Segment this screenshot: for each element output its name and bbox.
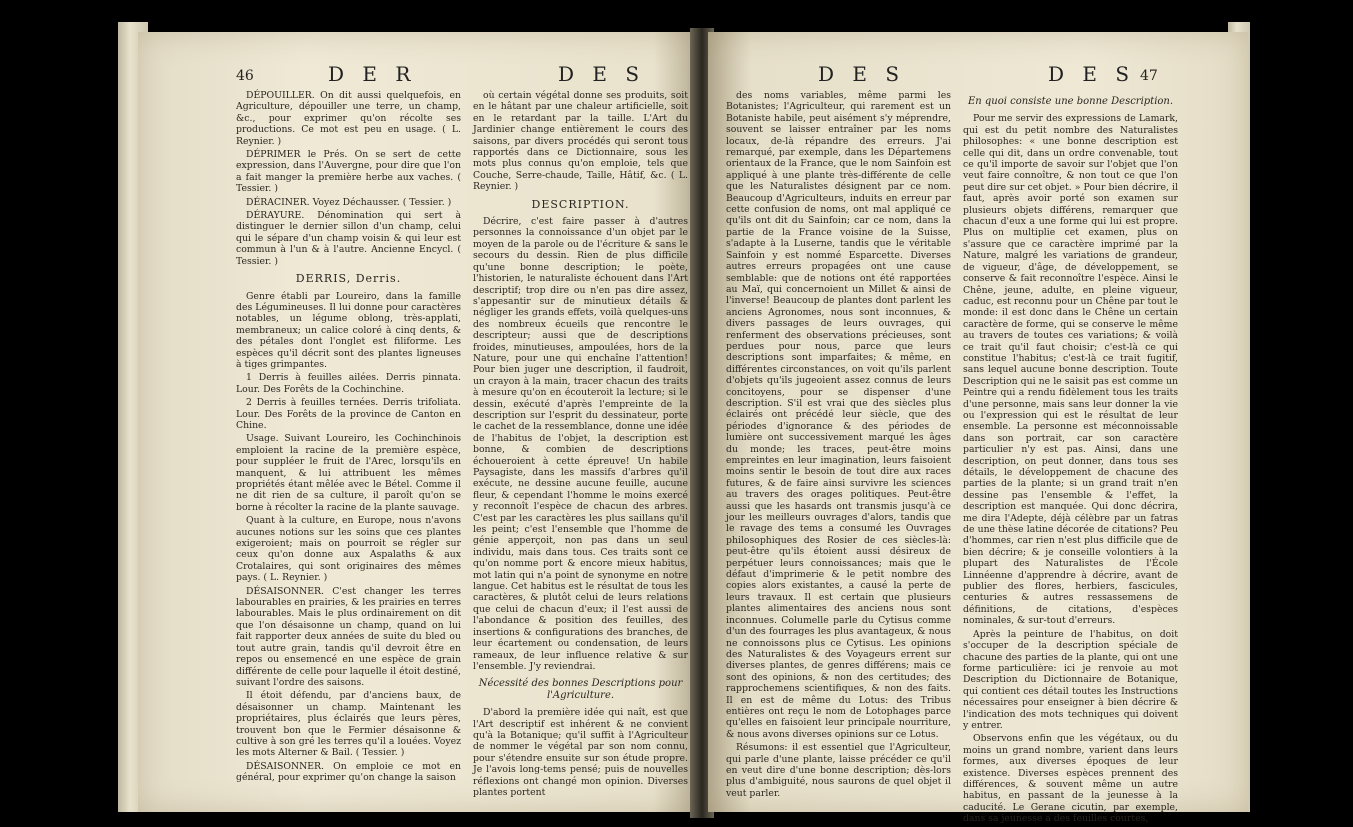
right-page-number: 47 xyxy=(1140,68,1158,84)
right-page xyxy=(708,32,1248,825)
entry-derris-1: 1 Derris à feuilles ailées. Derris pinnata. Lour. Des Forêts de la Cochinchine. xyxy=(236,372,461,395)
heading-derris: DERRIS, Derris. xyxy=(295,272,402,286)
left-column-2 xyxy=(473,90,688,800)
noms-variables-text: des noms variables, même parmi les Botanistes; l'Agriculteur, qui rarement est un Botaniste habile, peut aisément s'y méprendre, souvent se laisser entraîner par les noms locaux, de-là répandre des erreurs. J'ai remarqué, par exemple, dans les Départemens orientaux de la France, que le nom Sainfoin est appliqué à une plante très-différente de celle que les Naturalistes désignent par ce nom. Beaucoup d'Agriculteurs, induits en erreur par cette confusion de noms, ont mal appliqué ce qu'ils ont dit du Sainfoin; car ce nom, dans la partie de la France voisine de la Suisse, s'adapte à la Luserne, tandis que le véritable Sainfoin y est nommé Esparcette. Diverses autres erreurs propagées ont une cause semblable: que de notions ont été rapportées au Maï, qui concernoient un Millet & ainsi de l'inverse! Beaucoup de plantes dont parlent les anciens Agronomes, nous sont inconnues, & divers passages de leurs ouvrages, qui renferment des observations précieuses, sont perdues pour nous, parce que leurs descriptions sont imparfaites; & même, en différentes circonstances, on voit qu'ils parlent d'objets qu'ils jugeoient assez connus de leurs concitoyens, pour se dispenser d'une description. S'il est vrai que des siècles plus éclairés ont précédé leur siècle, que des périodes d'ignorance & des périodes de lumière ont successivement marqué les âges du monde; les traces, peut-être moins empreintes en leur imagination, leurs faisoient moins sentir le besoin de tout dire aux races futures, & de faire ainsi survivre les sciences au travers des orages politiques. Peut-être aussi que les hasards ont transmis jusqu'à ce jour les meilleurs ouvrages d'alors, tandis que le ravage des tems a consumé les Ouvrages philosophiques des Rosier de ces siècles-là: peut-être qu'ils étoient aussi désireux de perpétuer leurs connoissances; mais que le défaut d'imprimerie & le petit nombre des copies alors existantes, a causé la perte de leurs travaux. Il est certain que plusieurs plantes alimentaires des anciens nous sont inconnues. Columelle parle du Cytisus comme d'un des fourrages les plus avantageux, & nous ne connoissons plus ce Cytisus. Les opinions des Naturalistes & des Voyageurs errent sur diverses plantes, de genres différens; mais ce sont des opinions, & non des certitudes; des rapprochemens scientifiques, & non des faits. Il en est de même du Lotus: des Tribus entières ont reçu le nom de Lotophages parce qu'elles en faisoient leur principale nourriture, & nous avons diverses opinions sur ce Lotus. xyxy=(726,90,951,740)
description-intro: Décrire, c'est faire passer à d'autres personnes la connoissance d'un objet par le moyen de la parole ou de l'écriture & sans le secours du dessin. Rien de plus difficile qu'une bonne description; le poète, l'historien, le naturaliste échouent dans l'Art descriptif; trop dire ou n'en pas dire assez, s'appesantir sur de minutieux détails & négliger les grands effets, voilà quelques-uns des nombreux écueils que rencontre le descripteur; aussi que de descriptions froides, minutieuses, ampoulées, hors de la Nature, pour une qui enchaîne l'attention! Pour bien juger une description, il faudroit, un crayon à la main, tracer chacun des traits à mesure qu'on en écouteroit la lecture; si le dessin, exécuté d'après l'empreinte de la description sur l'esprit du dessinateur, porte le cachet de la ressemblance, donne une idée de l'habitus de l'objet, la description est bonne, & combien de descriptions échoueroient à cette épreuve! Un habile Paysagiste, dans les massifs d'arbres qu'il exécute, ne dessine aucune feuille, aucune fleur, & cependant l'homme le moins exercé y reconnoît l'espèce de chacun des arbres. C'est par les caractères les plus saillans qu'il les peint; c'est l'ensemble que l'homme de génie apperçoit, non pas dans un seul individu, mais dans tous. Ces traits sont ce qu'on nomme port & encore mieux habitus, mot latin qui n'a point de synonyme en notre langue. Cet habitus est le résultat de tous les caractères, & plutôt celui de leurs relations que celui de chacun d'eux; il l'est aussi de l'abondance & position des feuilles, des insertions & configurations des branches, de leur écartement ou condensation, de leurs rameaux, de leur influence relative & sur l'ensemble. J'y reviendrai. xyxy=(473,216,688,672)
left-running-head: D E R xyxy=(328,62,417,86)
right-running-head-1: D E S xyxy=(818,62,906,86)
left-page-number: 46 xyxy=(236,68,254,84)
necessite-text: D'abord la première idée qui naît, est que l'Art descriptif est inhérent & ne convient qu'à la Botanique; qu'il suffit à l'Agriculteur de nommer le végétal par son nom connu, pour s'étendre ensuite sur son étude propre. Je l'avois long-tems pensé; puis de nouvelles réflexions ont changé mon opinion. Diverses plantes portent xyxy=(473,707,688,798)
heading-description: DESCRIPTION. xyxy=(531,197,630,211)
lamark-text: Pour me servir des expressions de Lamark, qui est du petit nombre des Naturalistes philosophes: « une bonne description est celle qui dit, dans un ordre convenable, tout ce qu'il importe de savoir sur l'objet que l'on veut faire connoître, & non tout ce que l'on peut dire sur cet objet. » Pour bien décrire, il faut, après avoir porté son examen sur plusieurs objets différens, remarquer que chacun d'eux a une forme qui lui est propre. Plus on multiplie cet examen, plus on s'assure que ce caractère imprimé par la Nature, malgré les variations de grandeur, de vigueur, d'âge, de développement, se conserve & fait reconnoître l'espèce. Ainsi le Chêne, jeune, adulte, en pleine vigueur, caduc, est reconnu pour un Chêne par tout le monde: il est donc dans le Chêne un certain caractère de forme, qui se conserve le même au travers de toutes ces variations; & voilà ce trait qu'il faut choisir; c'est-là ce qui constitue l'habitus; c'est-là ce trait fugitif, sans lequel aucune bonne description. Toute Description qui ne le saisit pas est comme un Peintre qui a rendu fidèlement tous les traits d'une personne, mais sans leur donner la vie ou l'expression qui est le résultat de leur ensemble. La personne est méconnoissable dans son portrait, car son caractère particulier n'y est pas. Ainsi, dans une description, on peut donner, dans tous ses détails, le développement de chacune des parties de la plante; si un grand trait n'en dessine pas l'ensemble & l'effet, la description est manquée. Qui donc décrira, me dira l'Adepte, déjà célèbre par un fatras de une thèse latine décorée de citations? Peu d'hommes, car rien n'est plus difficile que de bien décrire; & je conseille volontiers à la plupart des Naturalistes de l'École Linnéenne d'apprendre à décrire, avant de publier des flores, herbiers, fascicules, centuries & autres ressassemens de définitions, de citations, d'espèces nominales, & sur-tout d'erreurs. xyxy=(963,113,1178,627)
right-column-1 xyxy=(726,90,951,801)
open-book xyxy=(118,14,1248,825)
entry-derris-culture: Quant à la culture, en Europe, nous n'avons aucunes notions sur les soins que ces plantes exigeroient; mais on pourroit se régler sur ceux qu'on donne aux Aspalaths & aux Crotalaires, qui sont originaires des mêmes pays. ( L. Reynier. ) xyxy=(236,515,461,584)
left-column-1 xyxy=(236,90,461,786)
entry-derris-genre: Genre établi par Loureiro, dans la famille des Légumineuses. Il lui donne pour caractères notables, un légume oblong, très-applati, membraneux; un calice coloré à cinq dents, & des pétales dont l'onglet est filiforme. Les espèces qu'il décrit sont des plantes ligneuses à tiges grimpantes. xyxy=(236,290,461,370)
entry-derayure: DÉRAYURE. Dénomination qui sert à distinguer le dernier sillon d'un champ, celui qui le sépare d'un champ voisin & qui leur est commun à l'un & à l'autre. Ancienne Encycl. ( Tessier. ) xyxy=(236,210,461,267)
observons-text: Observons enfin que les végétaux, ou du moins un grand nombre, varient dans leurs formes, aux diverses époques de leur existence. Diverses espèces prennent des différences, & souvent même un autre habitus, en passant de la jeunesse à la caducité. Le Gerane cicutin, par exemple, dans sa jeunesse a des feuilles courtes, xyxy=(963,733,1178,825)
heading-bonne-description: En quoi consiste une bonne Description. xyxy=(967,96,1174,107)
entry-deprimer: DÉPRIMER le Prés. On se sert de cette expression, dans l'Auvergne, pour dire que l'on a fait manger la première herbe aux vaches. ( Tessier. ) xyxy=(236,149,461,195)
col2-continued: où certain végétal donne ses produits, soit en le hâtant par une chaleur artificielle, soit en le retardant par la taille. L'Art du Jardinier change entièrement le cours des saisons, par divers procédés qui seront tous rapportés dans ce Dictionnaire, sous les mots plus connus qu'on emploie, tels que Couche, Serre-chaude, Taille, Hâtif, &c. ( L. Reynier. ) xyxy=(473,90,688,193)
resumons-text: Résumons: il est essentiel que l'Agriculteur, qui parle d'une plante, laisse précéder ce qu'il en veut dire d'une bonne description; dès-lors plus d'ambiguité, nous saurons de quel objet il veut parler. xyxy=(726,742,951,799)
left-col2-running-head: D E S xyxy=(558,62,646,86)
entry-deraciner: DÉRACINER. Voyez Déchausser. ( Tessier. ) xyxy=(246,196,452,208)
heading-necessite: Nécessité des bonnes Descriptions pour l'Agriculture. xyxy=(478,678,683,701)
right-running-head-2: D E S xyxy=(1048,62,1136,86)
entry-derris-2: 2 Derris à feuilles ternées. Derris trifoliata. Lour. Des Forêts de la province de Canton en Chine. xyxy=(236,397,461,431)
left-page xyxy=(138,32,698,812)
entry-depouiller: DÉPOUILLER. On dit aussi quelquefois, en Agriculture, dépouiller une terre, un champ, &c., pour exprimer qu'on récolte ses productions. Ce mot est peu en usage. ( L. Reynier. ) xyxy=(236,90,461,147)
entry-derris-usage: Usage. Suivant Loureiro, les Cochinchinois emploient la racine de la première espèce, pour suppléer le fruit de l'Arec, lorsqu'ils en manquent, & lui attribuent les mêmes propriétés étant mêlée avec le Bétel. Comme il ne dit rien de sa culture, il paroît qu'on se borne à récolter la racine de la plante sauvage. xyxy=(236,433,461,513)
right-column-2 xyxy=(963,90,1178,827)
entry-desaisonner-2: Il étoit défendu, par d'anciens baux, de désaisonner un champ. Maintenant les propriétaires, plus éclairés que leurs pères, trouvent bon que le Fermier désaisonne & cultive à son gré les terres qu'il a louées. Voyez les mots Alterner & Bail. ( Tessier. ) xyxy=(236,690,461,759)
entry-desaisonner-3: DÉSAISONNER. On emploie ce mot en général, pour exprimer qu'on change la saison xyxy=(236,760,461,784)
habitus-text: Après la peinture de l'habitus, on doit s'occuper de la description spéciale de chacune des parties de la plante, qui ont une forme particulière: ici je renvoie au mot Description du Dictionnaire de Botanique, qui contient ces détail toutes les Instructions nécessaires pour enseigner à bien décrire & l'indication des mots techniques qui doivent y entrer. xyxy=(963,628,1178,731)
entry-desaisonner-1: DÉSAISONNER. C'est changer les terres labourables en prairies, & les prairies en terres labourables. Mais le plus ordinairement on dit que l'on désaisonne un champ, quand on lui fait rapporter deux années de suite du bled ou tout autre grain, tandis qu'il devroit être en repos ou ensemencé en une espèce de grain différente de celle pour laquelle il étoit destiné, suivant l'ordre des saisons. xyxy=(236,585,461,688)
